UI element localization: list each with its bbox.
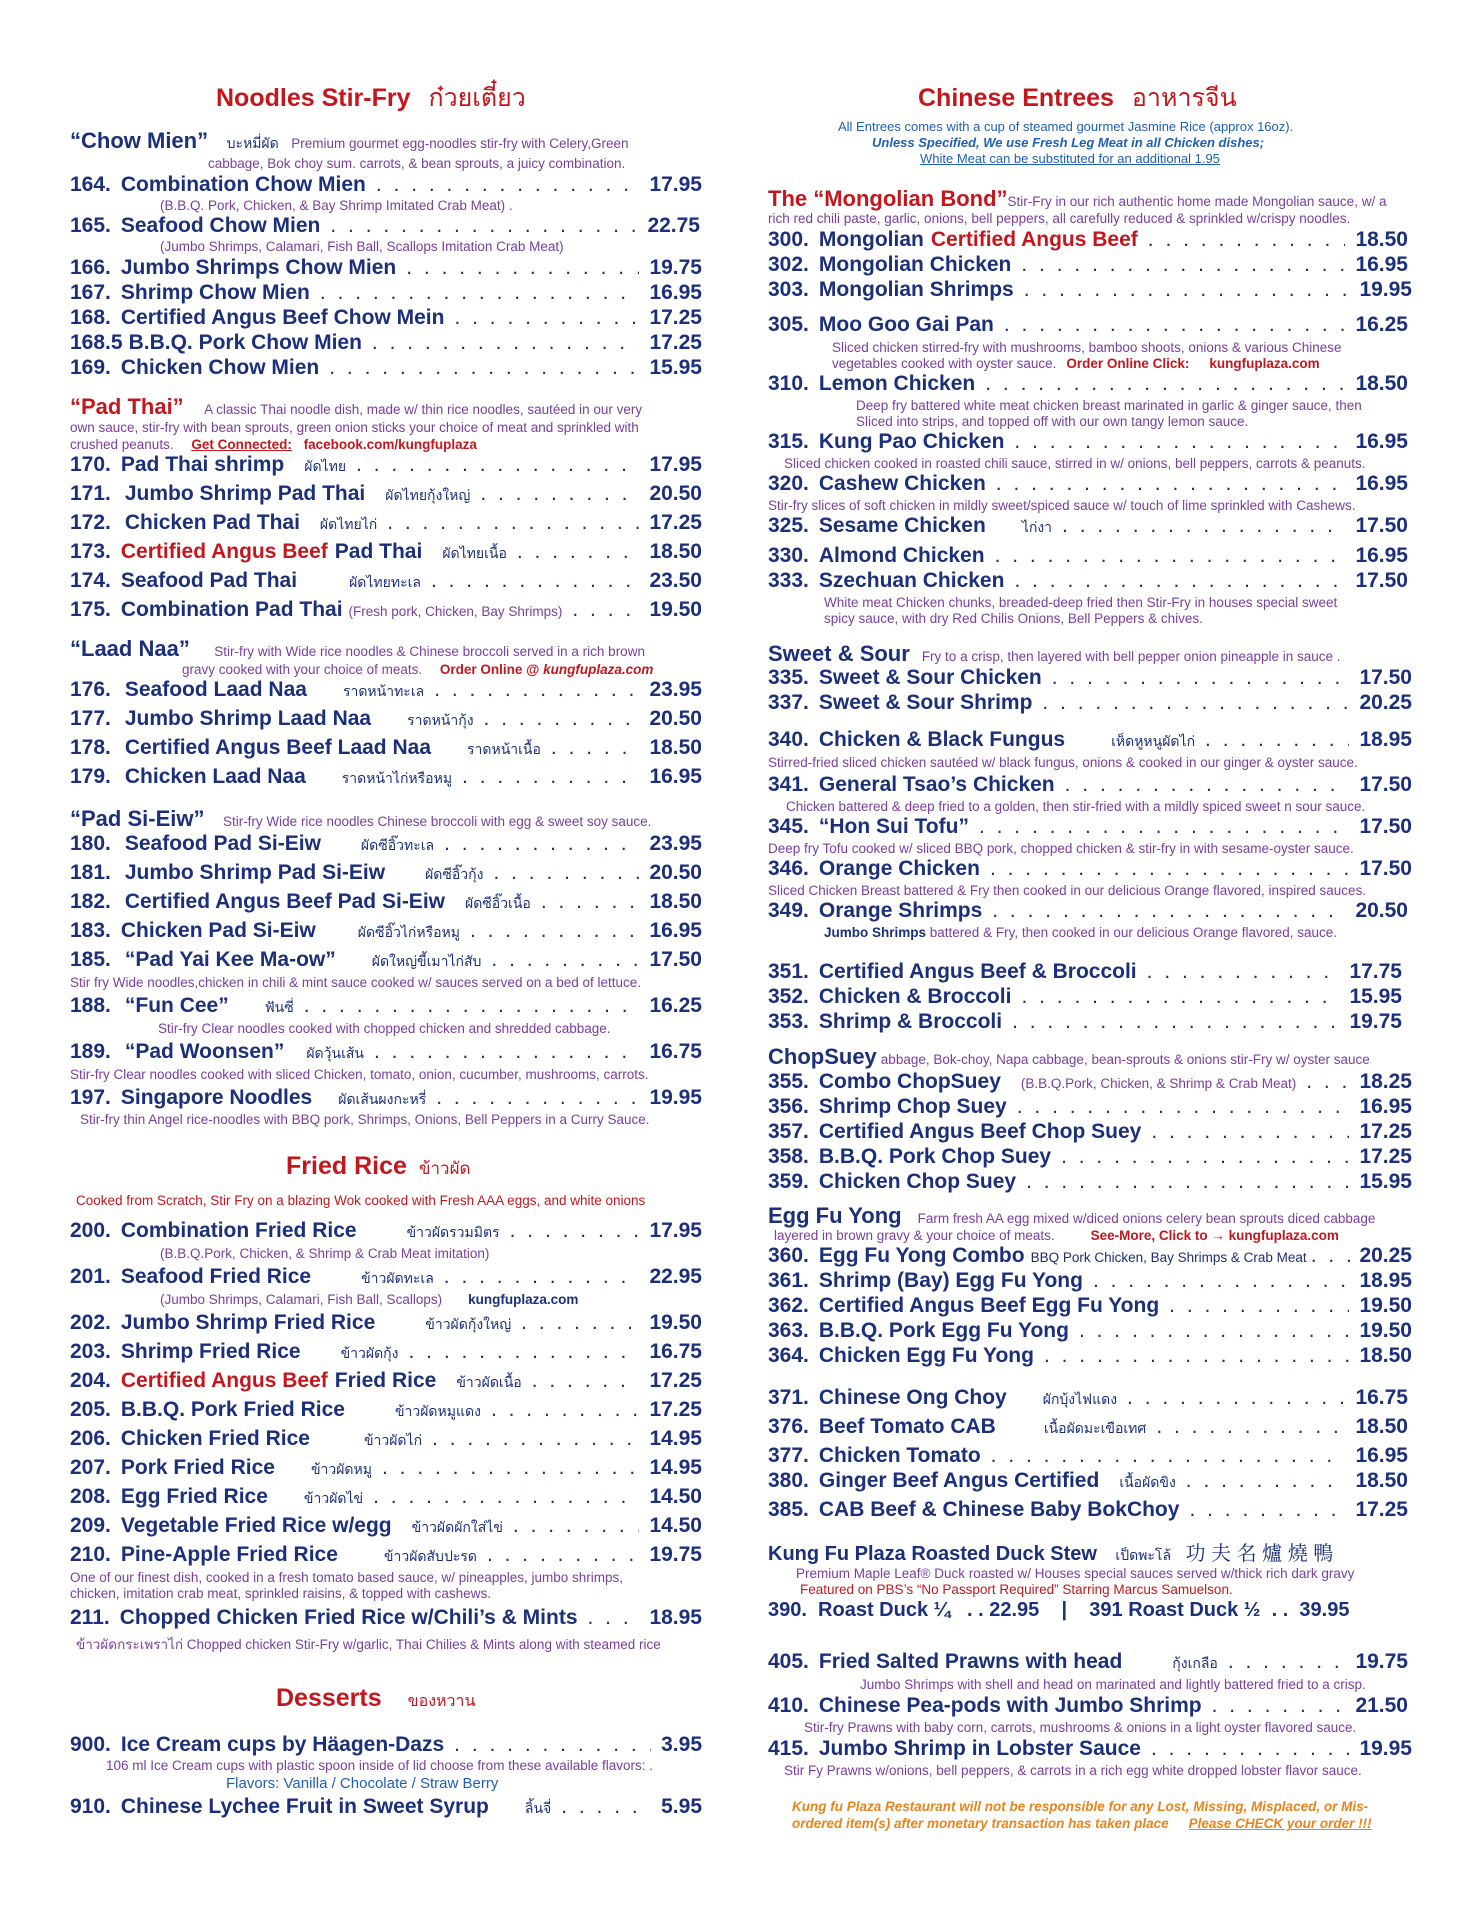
pad-thai-desc-2: crushed peanuts. Get Connected: facebook.com/kungfuplaza bbox=[70, 437, 477, 452]
menu-item-910[interactable]: 910. Chinese Lychee Fruit in Sweet Syrup ลิ้นจี่ . . . 5.95 bbox=[70, 1795, 702, 1820]
menu-item-320[interactable]: 320. Cashew Chicken . . . 16.95 bbox=[768, 472, 1408, 496]
menu-item-415[interactable]: 415. Jumbo Shrimp in Lobster Sauce . . . 19.95 bbox=[768, 1737, 1412, 1761]
menu-item-164[interactable]: 164. Combination Chow Mien . . . 17.95 bbox=[70, 173, 702, 197]
menu-item-359[interactable]: 359. Chicken Chop Suey . . . 15.95 bbox=[768, 1170, 1412, 1194]
menu-item-330[interactable]: 330. Almond Chicken . . . 16.95 bbox=[768, 544, 1408, 568]
entrees-section-title: Chinese Entrees อาหารจีน bbox=[918, 84, 1237, 112]
menu-item-211[interactable]: 211. Chopped Chicken Fried Rice w/Chili’s & Mints . . . 18.95 bbox=[70, 1606, 702, 1630]
item-211-note: ข้าวผัดกระเพราไก่ Chopped chicken Stir-Fry w/garlic, Thai Chilies & Mints along with steamed rice bbox=[76, 1637, 661, 1652]
pad-si-eiw-header: “Pad Si-Eiw” Stir-fry Wide rice noodles Chinese broccoli with egg & sweet soy sauce. bbox=[70, 806, 652, 831]
menu-item-352[interactable]: 352. Chicken & Broccoli . . . 15.95 bbox=[768, 985, 1402, 1009]
sweet-sour-header: Sweet & Sour Fry to a crisp, then layered with bell pepper onion pineapple in sauce . bbox=[768, 641, 1341, 666]
menu-item-305[interactable]: 305. Moo Goo Gai Pan . . . 16.25 bbox=[768, 313, 1408, 337]
menu-item-371[interactable]: 371. Chinese Ong Choy ผักบุ้งไฟแดง . . . 16.75 bbox=[768, 1386, 1408, 1411]
item-189-note: Stir-fry Clear noodles cooked with sliced Chicken, tomato, onion, cucumber, mushrooms, carrots. bbox=[70, 1067, 649, 1082]
menu-item-188[interactable]: 188. “Fun Cee” ฟันซี่ . . . 16.25 bbox=[70, 994, 702, 1019]
item-188-note: Stir-fry Clear noodles cooked with chopped chicken and shredded cabbage. bbox=[158, 1021, 611, 1036]
menu-item-325[interactable]: 325. Sesame Chicken ไก่งา . . . 17.50 bbox=[768, 514, 1408, 539]
item-340-note: Stirred-fried sliced chicken sautéed w/ black fungus, onions & cooked in our ginger & oyster sauce. bbox=[768, 755, 1358, 770]
menu-item-390-391[interactable]: 390. Roast Duck ¼ . . 22.95 | 391 Roast Duck ½ . . 39.95 bbox=[768, 1599, 1350, 1621]
menu-item-377[interactable]: 377. Chicken Tomato . . . 16.95 bbox=[768, 1444, 1408, 1468]
mongolian-header: The “Mongolian Bond”Stir-Fry in our rich authentic home made Mongolian sauce, w/ a bbox=[768, 186, 1387, 211]
menu-item-176[interactable]: 176. Seafood Laad Naa ราดหน้าทะเล . . . 23.95 bbox=[70, 678, 702, 703]
item-197-note: Stir-fry thin Angel rice-noodles with BBQ pork, Shrimps, Onions, Bell Peppers in a Curry Sauce. bbox=[80, 1112, 650, 1127]
menu-item-346[interactable]: 346. Orange Chicken . . . 17.50 bbox=[768, 857, 1412, 881]
menu-item-360[interactable]: 360. Egg Fu Yong Combo BBQ Pork Chicken, Bay Shrimps & Crab Meat . . . 20.25 bbox=[768, 1244, 1412, 1268]
pad-thai-desc: own sauce, stir-fry with bean sprouts, green onion sticks your choice of meat and sprinkled with bbox=[70, 420, 639, 435]
site-link[interactable]: kungfuplaza.com bbox=[468, 1292, 579, 1307]
item-349-note: Jumbo Shrimps battered & Fry, then cooked in our delicious Orange flavored, sauce. bbox=[824, 925, 1338, 940]
item-345-note: Deep fry Tofu cooked w/ sliced BBQ pork, chopped chicken & stir-fry in with sesame-oyster sauce. bbox=[768, 841, 1354, 856]
menu-item-380[interactable]: 380. Ginger Beef Angus Certified เนื้อผัดขิง . . . 18.50 bbox=[768, 1469, 1408, 1494]
item-333-note-2: spicy sauce, with dry Red Chilis Onions, Bell Peppers & chives. bbox=[824, 611, 1203, 626]
get-connected-link[interactable]: Get Connected: bbox=[191, 437, 292, 452]
see-more-link[interactable]: See-More, Click to → kungfuplaza.com bbox=[1090, 1228, 1339, 1243]
menu-item-351[interactable]: 351. Certified Angus Beef & Broccoli . . . 17.75 bbox=[768, 960, 1402, 984]
item-185-note: Stir fry Wide noodles,chicken in chili & mint sauce cooked w/ sauces served on a bed of lettuce. bbox=[70, 975, 642, 990]
desserts-section-title: Desserts ของหวาน bbox=[276, 1684, 476, 1712]
item-333-note: White meat Chicken chunks, breaded-deep fried then Stir-Fry in houses special sweet bbox=[824, 595, 1338, 610]
menu-item-170[interactable]: 170. Pad Thai shrimp ผัดไทย . . . 17.95 bbox=[70, 453, 702, 478]
menu-item-364[interactable]: 364. Chicken Egg Fu Yong . . . 18.50 bbox=[768, 1344, 1412, 1368]
menu-item-333[interactable]: 333. Szechuan Chicken . . . 17.50 bbox=[768, 569, 1408, 593]
order-online-link[interactable]: Order Online Click: bbox=[1066, 356, 1190, 371]
menu-item-189[interactable]: 189. “Pad Woonsen” ผัดวุ้นเส้น . . . 16.75 bbox=[70, 1040, 702, 1065]
menu-item-410[interactable]: 410. Chinese Pea-pods with Jumbo Shrimp . . . 21.50 bbox=[768, 1694, 1408, 1718]
menu-item-349[interactable]: 349. Orange Shrimps . . . 20.50 bbox=[768, 899, 1408, 923]
menu-item-340[interactable]: 340. Chicken & Black Fungus เห็ดหูหนูผัดไก่ . . . 18.95 bbox=[768, 728, 1412, 753]
menu-item-166[interactable]: 166. Jumbo Shrimps Chow Mien . . . 19.75 bbox=[70, 256, 702, 280]
menu-item-302[interactable]: 302. Mongolian Chicken . . . 16.95 bbox=[768, 253, 1408, 277]
item-346-note: Sliced Chicken Breast battered & Fry then cooked in our delicious Orange flavored, inspired sauces. bbox=[768, 883, 1367, 898]
menu-item-356[interactable]: 356. Shrimp Chop Suey . . . 16.95 bbox=[768, 1095, 1412, 1119]
item-165-note: (Jumbo Shrimps, Calamari, Fish Ball, Scallops Imitation Crab Meat) bbox=[160, 239, 564, 254]
menu-item-341[interactable]: 341. General Tsao’s Chicken . . . 17.50 bbox=[768, 773, 1412, 797]
menu-item-310[interactable]: 310. Lemon Chicken . . . 18.50 bbox=[768, 372, 1408, 396]
noodles-section-title: Noodles Stir-Fry ก๋วยเตี๋ยว bbox=[216, 84, 526, 112]
menu-item-900[interactable]: 900. Ice Cream cups by Häagen-Dazs . . . 3.95 bbox=[70, 1733, 702, 1757]
fried-rice-section-title: Fried Rice ข้าวผัด bbox=[286, 1152, 471, 1180]
duck-pbs-note: Featured on PBS’s “No Passport Required” Starring Marcus Samuelson. bbox=[800, 1582, 1233, 1597]
menu-item-357[interactable]: 357. Certified Angus Beef Chop Suey . . . 17.25 bbox=[768, 1120, 1412, 1144]
pad-thai-header: “Pad Thai” A classic Thai noodle dish, made w/ thin rice noodles, sautéed in our very bbox=[70, 394, 643, 419]
fried-rice-desc: Cooked from Scratch, Stir Fry on a blazing Wok cooked with Fresh AAA eggs, and white onions bbox=[76, 1193, 646, 1208]
item-315-note: Sliced chicken cooked in roasted chili sauce, stirred in w/ onions, bell peppers, carrots & peanuts. bbox=[784, 456, 1366, 471]
chow-mien-desc: cabbage, Bok choy sum. carrots, & bean sprouts, a juicy combination. bbox=[208, 156, 626, 171]
menu-item-405[interactable]: 405. Fried Salted Prawns with head กุ้งเกลือ . . . 19.75 bbox=[768, 1650, 1408, 1675]
menu-item-209[interactable]: 209. Vegetable Fried Rice w/egg ข้าวผัดผักใส่ไข่ . . . 14.50 bbox=[70, 1514, 702, 1539]
item-210-note: One of our finest dish, cooked in a fresh tomato based sauce, w/ pineapples, jumbo shrimps, bbox=[70, 1570, 624, 1585]
item-341-note: Chicken battered & deep fried to a golden, then stir-fried with a mildly spiced sweet n sour sauce. bbox=[786, 799, 1366, 814]
site-link[interactable]: kungfuplaza.com bbox=[1209, 356, 1320, 371]
menu-item-183[interactable]: 183. Chicken Pad Si-Eiw ผัดซีอิ๊วไก่หรือหมู . . . 16.95 bbox=[70, 919, 702, 944]
menu-item-179[interactable]: 179. Chicken Laad Naa ราดหน้าไก่หรือหมู . . . 16.95 bbox=[70, 765, 702, 790]
chow-mien-header: “Chow Mien” บะหมี่ผัด Premium gourmet egg-noodles stir-fry with Celery,Green bbox=[70, 128, 629, 153]
menu-item-337[interactable]: 337. Sweet & Sour Shrimp . . . 20.25 bbox=[768, 691, 1412, 715]
menu-item-168[interactable]: 168. Certified Angus Beef Chow Mein . . . 17.25 bbox=[70, 306, 702, 330]
leg-meat-note: Unless Specified, We use Fresh Leg Meat in all Chicken dishes; bbox=[872, 135, 1265, 150]
menu-item-358[interactable]: 358. B.B.Q. Pork Chop Suey . . . 17.25 bbox=[768, 1145, 1412, 1169]
item-405-note: Jumbo Shrimps with shell and head on marinated and lightly battered fried to a crisp. bbox=[860, 1677, 1366, 1692]
menu-item-385[interactable]: 385. CAB Beef & Chinese Baby BokChoy . . . 17.25 bbox=[768, 1498, 1408, 1522]
item-415-note: Stir Fy Prawns w/onions, bell peppers, & carrots in a rich egg white dropped lobster flavor sauce. bbox=[784, 1763, 1362, 1778]
menu-item-362[interactable]: 362. Certified Angus Beef Egg Fu Yong . . . 19.50 bbox=[768, 1294, 1412, 1318]
ice-cream-flavors: Flavors: Vanilla / Chocolate / Straw Berry bbox=[226, 1775, 499, 1792]
menu-item-174[interactable]: 174. Seafood Pad Thai ผัดไทยทะเล . . . 23.50 bbox=[70, 569, 702, 594]
menu-item-168-5[interactable]: 168.5 B.B.Q. Pork Chow Mien . . . 17.25 bbox=[70, 331, 702, 355]
menu-item-361[interactable]: 361. Shrimp (Bay) Egg Fu Yong . . . 18.95 bbox=[768, 1269, 1412, 1293]
menu-item-353[interactable]: 353. Shrimp & Broccoli . . . 19.75 bbox=[768, 1010, 1402, 1034]
menu-item-303[interactable]: 303. Mongolian Shrimps . . . 19.95 bbox=[768, 278, 1412, 302]
menu-item-178[interactable]: 178. Certified Angus Beef Laad Naa ราดหน้าเนื้อ . . . 18.50 bbox=[70, 736, 702, 761]
item-410-note: Stir-fry Prawns with baby corn, carrots, mushrooms & onions in a light oyster flavored sauce. bbox=[804, 1720, 1357, 1735]
laad-naa-header: “Laad Naa” Stir-fry with Wide rice noodles & Chinese broccoli served in a rich brown bbox=[70, 636, 645, 661]
menu-item-208[interactable]: 208. Egg Fried Rice ข้าวผัดไข่ . . . 14.50 bbox=[70, 1485, 702, 1510]
menu-item-376[interactable]: 376. Beef Tomato CAB เนื้อผัดมะเขือเทศ . . . 18.50 bbox=[768, 1415, 1408, 1440]
disclaimer-line-2: ordered item(s) after monetary transaction has taken place Please CHECK your order !!! bbox=[792, 1816, 1372, 1831]
egg-fu-yong-header: Egg Fu Yong Farm fresh AA egg mixed w/diced onions celery bean sprouts diced cabbage bbox=[768, 1203, 1376, 1228]
duck-desc: Premium Maple Leaf® Duck roasted w/ Houses special sauces served w/thick rich dark gravy bbox=[796, 1566, 1355, 1581]
menu-item-185[interactable]: 185. “Pad Yai Kee Ma-ow” ผัดใหญ่ขี้เมาไก่สับ . . . 17.50 bbox=[70, 948, 702, 973]
menu-item-315[interactable]: 315. Kung Pao Chicken . . . 16.95 bbox=[768, 430, 1408, 454]
menu-item-165[interactable]: 165. Seafood Chow Mien . . . 22.75 bbox=[70, 214, 700, 238]
order-online-link[interactable]: Order Online @ bbox=[439, 662, 540, 677]
menu-item-181[interactable]: 181. Jumbo Shrimp Pad Si-Eiw ผัดซีอิ๊วกุ้ง . . . 20.50 bbox=[70, 861, 702, 886]
menu-item-175[interactable]: 175. Combination Pad Thai (Fresh pork, Chicken, Bay Shrimps) . . . 19.50 bbox=[70, 598, 702, 622]
menu-item-210[interactable]: 210. Pine-Apple Fried Rice ข้าวผัดสับปะรด . . . 19.75 bbox=[70, 1543, 702, 1568]
menu-item-355[interactable]: 355. Combo ChopSuey (B.B.Q.Pork, Chicken, & Shrimp & Crab Meat) . . . 18.25 bbox=[768, 1070, 1412, 1094]
menu-item-206[interactable]: 206. Chicken Fried Rice ข้าวผัดไก่ . . . 14.95 bbox=[70, 1427, 702, 1452]
mongolian-desc: rich red chili paste, garlic, onions, bell peppers, all carefully reduced & sprinkled w/crispy noodles. bbox=[768, 211, 1351, 226]
disclaimer-line-1: Kung fu Plaza Restaurant will not be responsible for any Lost, Missing, Misplaced, or Mis- bbox=[792, 1799, 1369, 1814]
menu-item-172[interactable]: 172. Chicken Pad Thai ผัดไทยไก่ . . . 17.25 bbox=[70, 511, 702, 536]
site-link[interactable]: kungfuplaza.com bbox=[543, 662, 654, 677]
menu-item-300[interactable]: 300. Mongolian Certified Angus Beef . . . 18.50 bbox=[768, 228, 1408, 252]
item-305-note: Sliced chicken stirred-fry with mushrooms, bamboo shoots, onions & various Chinese bbox=[832, 340, 1342, 355]
menu-item-169[interactable]: 169. Chicken Chow Mien . . . 15.95 bbox=[70, 356, 702, 380]
item-210-note-2: chicken, imitation crab meat, sprinkled raisins, & topped with cashews. bbox=[70, 1586, 491, 1601]
menu-item-335[interactable]: 335. Sweet & Sour Chicken . . . 17.50 bbox=[768, 666, 1412, 690]
menu-item-180[interactable]: 180. Seafood Pad Si-Eiw ผัดซีอิ๊วทะเล . . . 23.95 bbox=[70, 832, 702, 857]
laad-naa-desc: gravy cooked with your choice of meats. Order Online @ kungfuplaza.com bbox=[182, 662, 654, 677]
item-900-note: 106 ml Ice Cream cups with plastic spoon inside of lid choose from these available flavors: . bbox=[106, 1758, 654, 1773]
item-310-note: Deep fry battered white meat chicken breast marinated in garlic & ginger sauce, then bbox=[856, 398, 1362, 413]
menu-item-171[interactable]: 171. Jumbo Shrimp Pad Thai ผัดไทยกุ้งใหญ่ . . . 20.50 bbox=[70, 482, 702, 507]
item-164-note: (B.B.Q. Pork, Chicken, & Bay Shrimp Imitated Crab Meat) . bbox=[160, 198, 513, 213]
menu-item-197[interactable]: 197. Singapore Noodles ผัดเส้นผงกะหรี่ . . . 19.95 bbox=[70, 1086, 702, 1111]
menu-item-207[interactable]: 207. Pork Fried Rice ข้าวผัดหมู . . . 14.95 bbox=[70, 1456, 702, 1481]
item-305-note-2: vegetables cooked with oyster sauce. Order Online Click: kungfuplaza.com bbox=[832, 356, 1320, 371]
menu-item-173[interactable]: 173. Certified Angus Beef Pad Thai ผัดไทยเนื้อ . . . 18.50 bbox=[70, 540, 702, 565]
facebook-link[interactable]: facebook.com/kungfuplaza bbox=[303, 437, 477, 452]
menu-item-203[interactable]: 203. Shrimp Fried Rice ข้าวผัดกุ้ง . . . 16.75 bbox=[70, 1340, 702, 1365]
menu-item-205[interactable]: 205. B.B.Q. Pork Fried Rice ข้าวผัดหมูแดง . . . 17.25 bbox=[70, 1398, 702, 1423]
menu-item-201[interactable]: 201. Seafood Fried Rice ข้าวผัดทะเล . . . 22.95 bbox=[70, 1265, 702, 1290]
menu-item-202[interactable]: 202. Jumbo Shrimp Fried Rice ข้าวผัดกุ้งใหญ่ . . . 19.50 bbox=[70, 1311, 702, 1336]
item-310-note-2: Sliced into strips, and topped off with our own tangy lemon sauce. bbox=[856, 414, 1249, 429]
egg-fu-yong-desc: layered in brown gravy & your choice of meats. See-More, Click to → kungfuplaza.com bbox=[774, 1228, 1339, 1243]
white-meat-note: White Meat can be substituted for an additional 1.95 bbox=[920, 151, 1220, 166]
menu-item-182[interactable]: 182. Certified Angus Beef Pad Si-Eiw ผัดซีอิ๊วเนื้อ . . . 18.50 bbox=[70, 890, 702, 915]
entrees-rice-note: All Entrees comes with a cup of steamed gourmet Jasmine Rice (approx 16oz). bbox=[838, 119, 1294, 134]
menu-item-167[interactable]: 167. Shrimp Chow Mien . . . 16.95 bbox=[70, 281, 702, 305]
menu-item-177[interactable]: 177. Jumbo Shrimp Laad Naa ราดหน้ากุ้ง . . . 20.50 bbox=[70, 707, 702, 732]
duck-header: Kung Fu Plaza Roasted Duck Stew เป็ดพะโล้ 功 夫 名 爐 燒 鴨 bbox=[768, 1543, 1334, 1565]
menu-item-204[interactable]: 204. Certified Angus Beef Fried Rice ข้าวผัดเนื้อ . . . 17.25 bbox=[70, 1369, 702, 1394]
menu-item-345[interactable]: 345. “Hon Sui Tofu” . . . 17.50 bbox=[768, 815, 1412, 839]
item-200-note: (B.B.Q.Pork, Chicken, & Shrimp & Crab Meat imitation) bbox=[160, 1246, 490, 1261]
menu-item-200[interactable]: 200. Combination Fried Rice ข้าวผัดรวมมิตร . . . 17.95 bbox=[70, 1219, 702, 1244]
item-320-note: Stir-fry slices of soft chicken in mildly sweet/spiced sauce w/ touch of lime sprinkled with Cashews. bbox=[768, 498, 1356, 513]
item-201-note: (Jumbo Shrimps, Calamari, Fish Ball, Scallops) kungfuplaza.com bbox=[160, 1292, 579, 1307]
menu-item-363[interactable]: 363. B.B.Q. Pork Egg Fu Yong . . . 19.50 bbox=[768, 1319, 1412, 1343]
chopsuey-header: ChopSuey abbage, Bok-choy, Napa cabbage, bean-sprouts & onions stir-Fry w/ oyster sauce bbox=[768, 1044, 1370, 1069]
